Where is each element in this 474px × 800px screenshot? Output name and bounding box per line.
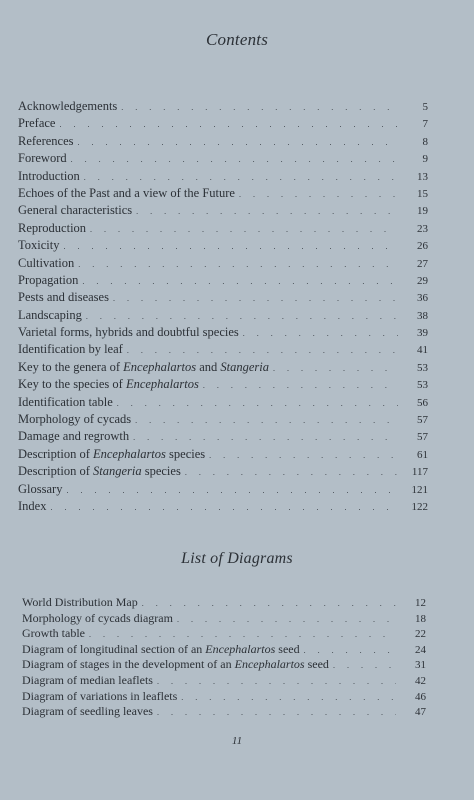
diagram-entry-title [22,595,138,611]
contents-entry-title [18,481,62,498]
title-text: Morphology of cycads diagram [22,610,173,625]
contents-entry [18,185,428,202]
dot-leader [304,643,396,659]
contents-entry-page: 19 [417,205,428,218]
contents-entry [18,394,428,411]
contents-entry-title [18,394,113,411]
diagram-entry-title [22,689,177,705]
dot-leader [142,596,396,612]
dot-leader [78,134,398,151]
contents-entry-page: 61 [417,448,428,461]
title-text: Echoes of the Past and a view of the Future [18,185,235,200]
dot-leader [71,151,398,168]
contents-entry [18,411,428,428]
title-text: Diagram of longitudinal section of an [22,641,206,656]
contents-entry-page: 13 [417,170,428,183]
dot-leader [185,464,398,481]
title-text: seed [275,641,300,656]
contents-entry-page: 29 [417,274,428,287]
dot-leader [121,99,398,116]
dot-leader [181,690,396,706]
contents-entry-page: 8 [422,135,428,148]
diagram-entry-page: 12 [415,597,426,609]
contents-entry [18,150,428,167]
diagram-entry [22,626,426,642]
contents-entry [18,376,428,393]
contents-entry-page: 27 [417,257,428,270]
contents-heading: Contents [205,30,269,49]
title-text: Varietal forms, hybrids and doubtful species [18,325,239,340]
contents-entry-title [18,220,86,237]
contents-entry-title [18,272,78,289]
dot-leader [273,360,398,377]
contents-entry-page: 9 [422,153,428,166]
dot-leader [203,377,398,394]
dot-leader [78,256,398,273]
contents-entry [18,115,428,132]
contents-entry-title [18,185,235,202]
contents-entry-title [18,115,55,132]
title-text: Identification table [18,394,113,409]
dot-leader [117,395,398,412]
page-number: 11 [231,735,243,747]
contents-entry-page: 36 [417,292,428,305]
contents-entry-title [18,168,80,185]
diagram-entry-page: 18 [415,612,426,625]
contents-entry-page: 53 [417,361,428,374]
contents-entry [18,307,428,324]
title-text: Glossary [18,481,63,496]
genus-name: Encephalartos [125,377,199,392]
contents-entry-page: 26 [417,240,428,253]
dot-leader [133,429,398,446]
title-text: Landscaping [18,307,82,322]
title-text: Growth table [22,626,85,641]
dot-leader [127,342,398,359]
title-text: seed [304,657,329,672]
diagram-entry-page: 46 [415,690,426,703]
title-text: Diagram of median leaflets [22,672,153,687]
diagram-entry [22,673,426,689]
title-text: Foreword [18,151,67,166]
diagram-entry [22,595,426,611]
contents-entry-page: 39 [417,327,428,340]
contents-entry-page: 15 [417,187,428,200]
dot-leader [59,116,398,133]
contents-entry-title [18,324,239,341]
genus-name: Encephalartos [234,657,305,672]
dot-leader [209,447,398,464]
dot-leader [50,499,398,516]
diagrams-list [22,595,426,720]
diagram-entry [22,704,426,720]
title-text: Acknowledgements [18,99,118,113]
contents-entry-page: 23 [417,222,428,235]
contents-entry-page: 121 [411,483,428,496]
contents-entry [18,324,428,341]
diagram-entry [22,657,426,673]
genus-name: Encephalartos [205,641,276,656]
dot-leader [84,169,398,186]
dot-leader [82,273,398,290]
genus-name: Stangeria [220,359,270,374]
title-text: Key to the genera of [18,359,124,374]
dot-leader [136,203,398,220]
contents-entry-title [18,289,109,306]
contents-entry-title [18,359,269,376]
contents-entry [18,272,428,289]
dot-leader [157,674,396,690]
diagram-entry-title [22,611,173,627]
contents-entry-title [18,428,129,445]
diagram-entry-title [22,642,300,658]
title-text: Diagram of stages in the development of an [22,657,235,672]
contents-entry-page: 5 [422,101,428,113]
title-text: Cultivation [18,255,75,270]
title-text: Diagram of seedling leaves [22,704,153,719]
genus-name: Stangeria [92,464,142,479]
title-text: Description of [18,446,93,461]
diagram-entry-page: 47 [415,706,426,719]
diagram-entry-page: 42 [415,674,426,687]
genus-name: Encephalartos [92,446,166,461]
title-text: Index [18,498,47,513]
contents-entry-page: 7 [422,118,428,131]
dot-leader [89,627,396,643]
contents-entry [18,98,428,115]
title-text: species [141,464,181,479]
dot-leader [90,221,398,238]
diagram-entry-page: 22 [415,628,426,641]
contents-list [18,98,428,515]
title-text: Reproduction [18,220,87,235]
contents-entry [18,341,428,358]
dot-leader [86,308,398,325]
dot-leader [243,325,398,342]
contents-entry [18,133,428,150]
contents-entry-title [18,98,117,115]
contents-entry-title [18,446,205,463]
title-text: Pests and diseases [18,290,109,305]
contents-entry [18,446,428,463]
diagram-entry [22,689,426,705]
diagram-entry-title [22,657,329,673]
contents-entry [18,237,428,254]
title-text: species [165,446,206,461]
contents-entry [18,481,428,498]
dot-leader [66,482,398,499]
contents-entry-page: 117 [411,466,428,479]
title-text: Description of [18,464,93,479]
title-text: Introduction [18,168,80,183]
contents-entry [18,498,428,515]
contents-entry [18,359,428,376]
dot-leader [333,658,396,674]
genus-name: Encephalartos [123,359,197,374]
dot-leader [63,238,398,255]
dot-leader [135,412,398,429]
title-text: Damage and regrowth [18,429,130,444]
diagram-entry-title [22,673,153,689]
title-text: References [18,133,74,148]
contents-entry-title [18,376,199,393]
diagram-entry-page: 31 [415,659,426,672]
contents-entry-title [18,133,74,150]
contents-entry-title [18,150,67,167]
diagram-entry [22,611,426,627]
contents-entry-title [18,237,59,254]
title-text: Identification by leaf [18,342,123,357]
dot-leader [239,186,398,203]
title-text: Toxicity [18,238,60,253]
contents-entry [18,428,428,445]
contents-entry-title [18,307,82,324]
contents-entry-page: 41 [417,344,428,357]
diagram-entry [22,642,426,658]
contents-entry-title [18,202,132,219]
contents-entry-title [18,255,74,272]
contents-entry-page: 122 [411,500,428,513]
contents-entry [18,289,428,306]
dot-leader [157,705,396,721]
diagram-entry-page: 24 [415,643,426,656]
contents-entry [18,202,428,219]
title-text: World Distribution Map [22,595,138,609]
dot-leader [113,290,398,307]
contents-entry-title [18,411,131,428]
title-text: Propagation [18,272,79,287]
diagram-entry-title [22,704,153,720]
diagrams-heading: List of Diagrams [181,550,293,567]
contents-entry-page: 38 [417,309,428,322]
contents-entry [18,463,428,480]
title-text: and [196,359,221,374]
contents-entry-title [18,341,123,358]
title-text: General characteristics [18,203,133,218]
contents-entry [18,168,428,185]
title-text: Key to the species of [18,377,126,392]
contents-entry-page: 56 [417,396,428,409]
contents-entry [18,220,428,237]
title-text: Preface [18,116,56,131]
diagram-entry-title [22,626,85,642]
contents-entry [18,255,428,272]
contents-entry-page: 57 [417,414,428,427]
title-text: Diagram of variations in leaflets [22,688,178,703]
dot-leader [177,612,396,628]
contents-entry-title [18,463,181,480]
contents-entry-page: 53 [417,379,428,392]
title-text: Morphology of cycads [18,412,132,427]
contents-entry-page: 57 [417,431,428,444]
contents-entry-title [18,498,46,515]
